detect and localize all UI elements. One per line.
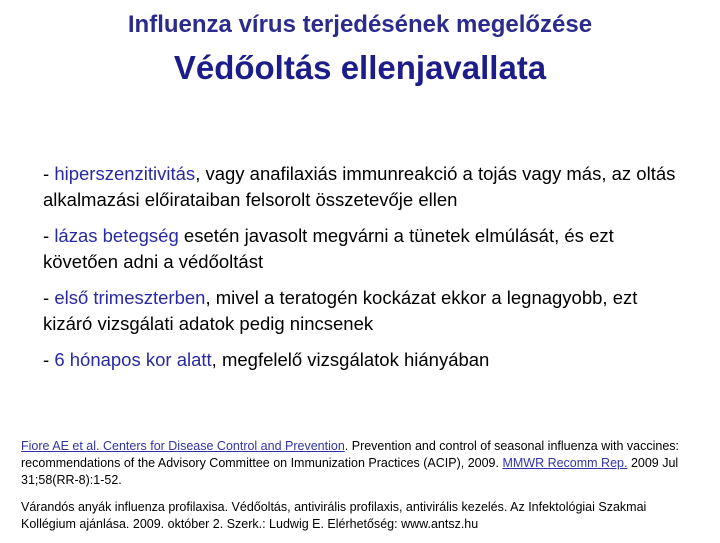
reference-fiore [21,438,701,489]
reference-link-mmwr[interactable]: MMWR Recomm Rep. [502,456,628,470]
reference-link-cdc[interactable]: Fiore AE et al. Centers for Disease Control and Prevention [21,439,345,453]
bullet-highlight: 6 hónapos kor alatt [54,349,212,370]
bullet-under-6-months [43,347,683,373]
bullet-highlight: első trimeszterben [54,287,206,308]
reference-text: . Prevention and control of seasonal influenza with vaccines: recommendations of the Advisory Committee on Immunization Practices (ACIP), 2009. [21,439,680,470]
bullet-prefix: - [43,349,55,370]
contraindication-list [43,161,683,383]
bullet-text: , vagy anafilaxiás immunreakció a tojás vagy más, az oltás alkalmazási előirataiban felsorolt összetevője ellen [43,163,676,210]
references [21,438,701,543]
bullet-text: esetén javasolt megvárni a tünetek elmúlását, és ezt követően adni a védőoltást [43,225,614,272]
bullet-fever [43,223,683,275]
bullet-first-trimester [43,285,683,337]
bullet-highlight: lázas betegség [54,225,179,246]
slide-subtitle: Védőoltás ellenjavallata [173,49,547,86]
reference-text: 2009 Jul 31;58(RR-8):1-52. [21,456,679,487]
bullet-hypersensitivity [43,161,683,213]
bullet-text: , mivel a teratogén kockázat ekkor a legnagyobb, ezt kizáró vizsgálati adatok pedig nincsenek [43,287,638,334]
bullet-prefix: - [43,163,55,184]
bullet-highlight: hiperszenzitivitás [54,163,196,184]
bullet-prefix: - [43,225,55,246]
bullet-text: , megfelelő vizsgálatok hiányában [211,349,490,370]
reference-antsz: Várandós anyák influenza profilaxisa. Védőoltás, antivirális profilaxis, antivirális kezelés. Az Infektológiai Szakmai Kollégium ajánlása. 2009. október 2. Szerk.: Ludwig E. Elérhetőség: www.antsz.hu [21,500,647,531]
bullet-prefix: - [43,287,55,308]
slide-title: Influenza vírus terjedésének megelőzése [127,11,593,38]
